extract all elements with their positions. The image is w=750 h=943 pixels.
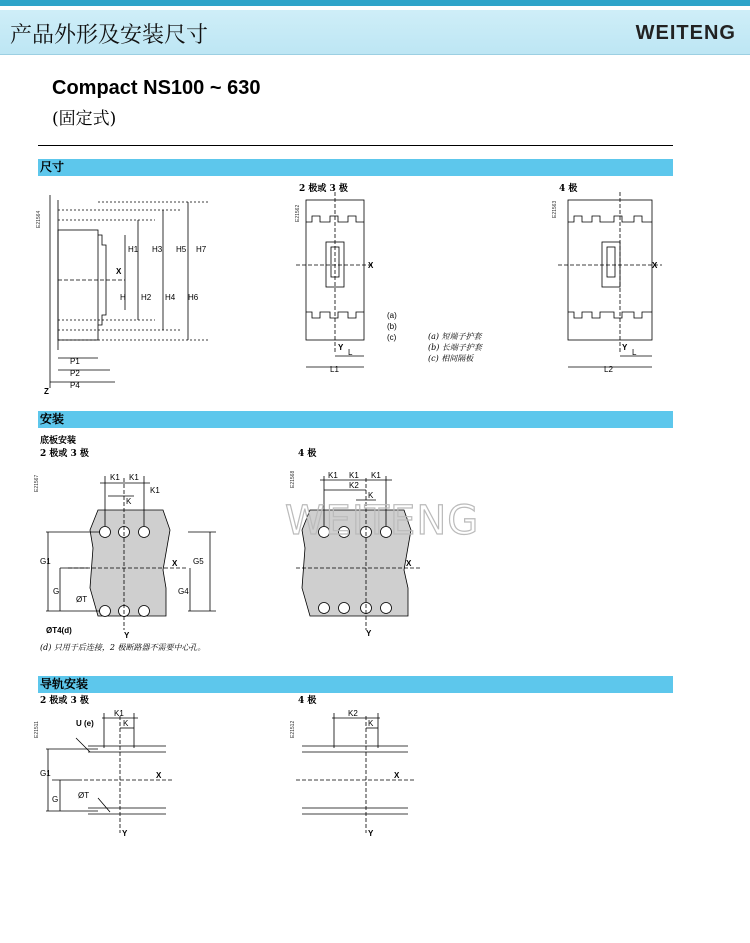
mounting-2-3-pole-label: 2 极或 3 极 bbox=[40, 449, 89, 459]
dim-label: H5 bbox=[176, 245, 187, 254]
dim-label: G bbox=[52, 795, 59, 804]
figure-code: E21567 bbox=[34, 474, 40, 492]
rail-4-pole-label: 4 极 bbox=[298, 696, 317, 706]
rail-4-pole-drawing bbox=[296, 708, 416, 840]
figure-code: E21511 bbox=[34, 721, 40, 738]
dim-label: H bbox=[120, 293, 126, 302]
dim-label: K1 bbox=[349, 471, 359, 480]
top-accent-bar bbox=[0, 0, 750, 6]
title-rule bbox=[38, 145, 673, 146]
axis-y-label: Y bbox=[368, 829, 374, 838]
dim-label: K1 bbox=[328, 471, 338, 480]
section-mounting: 安装 bbox=[38, 411, 673, 428]
axis-z-label: Z bbox=[44, 387, 49, 395]
axis-x-label: X bbox=[156, 771, 162, 780]
dim-label: G1 bbox=[40, 769, 51, 778]
page-title: 产品外形及安装尺寸 bbox=[10, 23, 209, 48]
dim-label: K1 bbox=[110, 473, 120, 482]
mounting-sub-label: 底板安装 bbox=[40, 436, 77, 446]
axis-x-label: X bbox=[394, 771, 400, 780]
dim-label: K1 bbox=[150, 486, 160, 495]
section-rail-mounting: 导轨安装 bbox=[38, 676, 673, 693]
dim-label: K bbox=[123, 719, 129, 728]
axis-x-label: X bbox=[172, 559, 178, 568]
rail-2-3-pole-label: 2 极或 3 极 bbox=[40, 696, 89, 706]
dim-label: K2 bbox=[348, 709, 358, 718]
dim-label: H4 bbox=[165, 293, 176, 302]
dim-label: P2 bbox=[70, 369, 80, 378]
legend-item: (a) 短端子护套 bbox=[428, 332, 482, 341]
dim-label: L bbox=[348, 348, 353, 357]
dims-4-pole-label: 4 极 bbox=[559, 184, 578, 194]
axis-x-label: X bbox=[652, 261, 658, 270]
figure-code: E21563 bbox=[552, 200, 558, 218]
watermark: WEITENG bbox=[285, 498, 480, 544]
dim-label: H6 bbox=[188, 293, 199, 302]
axis-y-label: Y bbox=[366, 629, 372, 638]
dim-label: G4 bbox=[178, 587, 189, 596]
callout-c: (c) bbox=[387, 333, 397, 342]
dim-label: K1 bbox=[114, 709, 124, 718]
dim-label: K2 bbox=[349, 481, 359, 490]
product-subtitle: (固定式) bbox=[52, 109, 117, 129]
product-name: Compact NS100 ~ 630 bbox=[52, 77, 261, 99]
dim-label: L1 bbox=[330, 365, 339, 374]
dim-label: G bbox=[53, 587, 60, 596]
backplate-3-pole-drawing bbox=[38, 468, 218, 638]
figure-code: E21564 bbox=[36, 210, 42, 228]
dim-label: L bbox=[632, 348, 637, 357]
mounting-4-pole-label: 4 极 bbox=[298, 449, 317, 459]
figure-code: E21562 bbox=[295, 204, 301, 222]
axis-y-label: Y bbox=[124, 631, 130, 638]
front-view-4-pole-drawing bbox=[558, 192, 668, 377]
axis-y-label: Y bbox=[622, 343, 628, 352]
brand-logo: WEITENG bbox=[635, 22, 736, 44]
front-view-3-pole-drawing bbox=[296, 192, 416, 377]
dim-label: P1 bbox=[70, 357, 80, 366]
axis-x-label: X bbox=[368, 261, 374, 270]
axis-y-label: Y bbox=[338, 343, 344, 352]
callout-a: (a) bbox=[387, 311, 397, 320]
page-header bbox=[0, 10, 750, 55]
dim-label: L2 bbox=[604, 365, 613, 374]
axis-x-label: X bbox=[116, 267, 122, 276]
dim-label: U (e) bbox=[76, 719, 94, 728]
backplate-4-pole-drawing bbox=[296, 468, 426, 638]
dim-label: K bbox=[126, 497, 132, 506]
callout-b: (b) bbox=[387, 322, 397, 331]
dim-label: H7 bbox=[196, 245, 207, 254]
axis-y-label: Y bbox=[122, 829, 128, 838]
dim-label: H1 bbox=[128, 245, 139, 254]
dim-label: K1 bbox=[129, 473, 139, 482]
rail-3-pole-drawing bbox=[38, 708, 178, 840]
dim-label: K1 bbox=[371, 471, 381, 480]
dimensions-legend bbox=[428, 331, 482, 364]
figure-code: E21568 bbox=[290, 470, 296, 488]
dim-label: H3 bbox=[152, 245, 163, 254]
figure-code: E21512 bbox=[290, 720, 296, 738]
legend-item: (c) 相间隔板 bbox=[428, 354, 474, 363]
dim-label: H2 bbox=[141, 293, 152, 302]
dim-label: G5 bbox=[193, 557, 204, 566]
legend-item: (b) 长端子护套 bbox=[428, 343, 482, 352]
dim-label: ØT bbox=[78, 791, 90, 800]
dim-label: K bbox=[368, 491, 374, 500]
dim-label: K bbox=[368, 719, 374, 728]
dim-label: ØT4(d) bbox=[46, 626, 72, 635]
dim-label: ØT bbox=[76, 595, 88, 604]
dim-label: G1 bbox=[40, 557, 51, 566]
dim-label: P4 bbox=[70, 381, 80, 390]
section-dimensions: 尺寸 bbox=[38, 159, 673, 176]
dims-2-3-pole-label: 2 极或 3 极 bbox=[299, 184, 348, 194]
mounting-note: (d) 只用于后连接，2 极断路器不需要中心孔。 bbox=[40, 643, 206, 652]
side-view-drawing bbox=[40, 190, 220, 395]
axis-x-label: X bbox=[406, 559, 412, 568]
